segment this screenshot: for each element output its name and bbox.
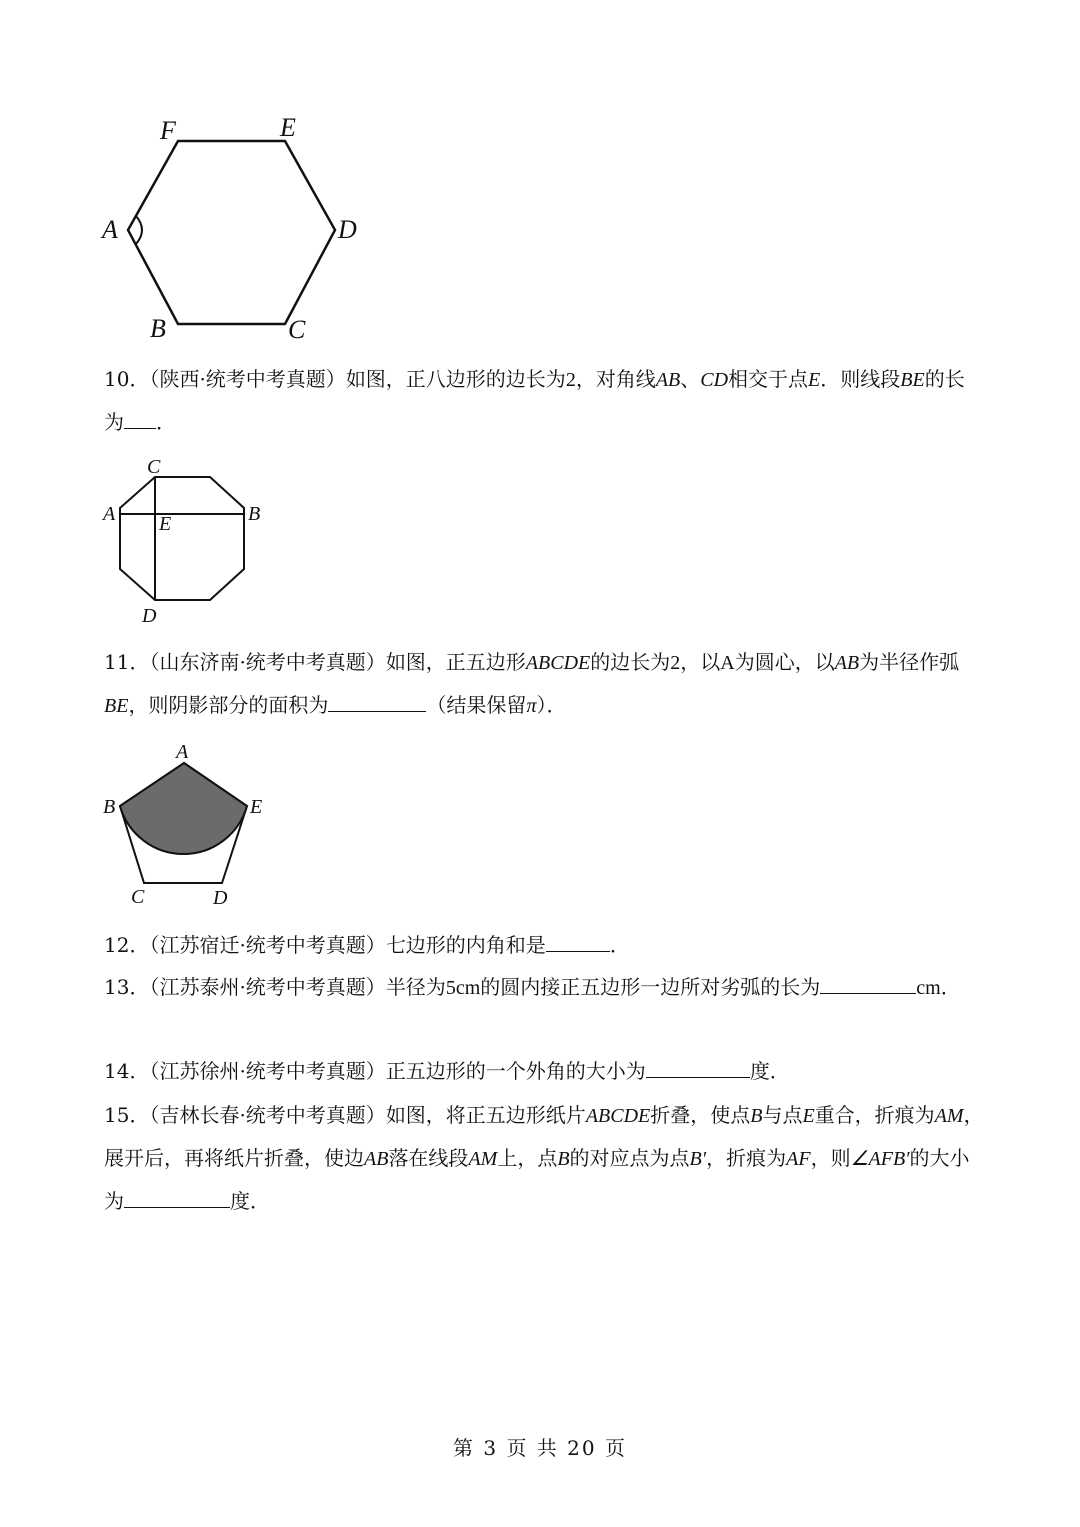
q10-text: 、	[680, 367, 701, 391]
q14-text: 度．	[749, 1059, 790, 1083]
q11-text: （结果保留	[426, 693, 527, 717]
q10-side-length: 2	[565, 369, 576, 391]
q11-text: ，则阴影部分的面积为	[128, 693, 329, 717]
hex-label-e: E	[280, 113, 296, 142]
question-15	[104, 1094, 984, 1222]
q15-math: B′	[689, 1148, 707, 1170]
q11-math: AB	[834, 652, 860, 674]
q15-math: B	[557, 1148, 570, 1170]
q11-center: A	[720, 652, 735, 674]
q11-number: 11．	[104, 650, 150, 674]
q15-math: AF	[786, 1148, 811, 1170]
q10-answer-blank[interactable]	[124, 408, 156, 429]
q15-text: ，展开后，再将纸片折叠，使边	[104, 1103, 984, 1170]
hex-label-d: D	[338, 215, 357, 244]
oct-label-e: E	[159, 513, 172, 535]
q15-math: B	[750, 1105, 763, 1127]
q15-text: 的大小为	[104, 1146, 970, 1213]
q10-text: ．	[156, 410, 176, 434]
q15-math: AB	[364, 1148, 389, 1170]
q15-text: 的对应点为点	[569, 1146, 690, 1170]
q12-text: ．	[609, 933, 630, 957]
q11-text: 的边长为	[590, 650, 671, 674]
pent-label-a: A	[176, 741, 189, 763]
hexagon-figure	[100, 110, 380, 350]
hex-label-a: A	[102, 215, 118, 244]
hex-label-f: F	[160, 116, 176, 145]
q10-math: CD	[700, 369, 729, 391]
oct-label-a: A	[103, 503, 116, 525]
octagon-figure	[100, 452, 270, 630]
hex-label-b: B	[150, 314, 166, 343]
q14-source: （江苏徐州·统考中考真题）	[149, 1059, 386, 1083]
q15-text: ，折痕为	[706, 1146, 787, 1170]
q14-text: 正五边形的一个外角的大小为	[385, 1059, 646, 1083]
q13-text: 的圆内接正五边形一边所对劣弧的长为	[480, 975, 821, 999]
oct-label-b: B	[248, 503, 261, 525]
q10-number: 10．	[104, 367, 150, 391]
q15-text: 度．	[230, 1189, 270, 1213]
q15-text: 折叠，使点	[650, 1103, 751, 1127]
q15-source: （吉林长春·统考中考真题）	[149, 1103, 386, 1127]
q15-text: 与点	[762, 1103, 803, 1127]
q11-text: 为半径作弧	[859, 650, 960, 674]
q11-source: （山东济南·统考中考真题）	[149, 650, 386, 674]
oct-label-d: D	[142, 605, 157, 627]
q11-math: ABCDE	[525, 652, 591, 674]
q15-answer-blank[interactable]	[124, 1187, 230, 1208]
q10-text: ，对角线	[575, 367, 656, 391]
q13-radius: 5cm	[445, 977, 481, 999]
q15-math: ∠AFB′	[850, 1148, 910, 1170]
q13-unit: cm	[916, 977, 941, 999]
q12-number: 12．	[104, 933, 150, 957]
q11-text: 为圆心，以	[734, 650, 835, 674]
question-13	[104, 966, 984, 1009]
q12-source: （江苏宿迁·统考中考真题）	[149, 933, 386, 957]
q15-text: 上，点	[497, 1146, 558, 1170]
q15-text: ，则	[810, 1146, 851, 1170]
q13-text: ．	[940, 975, 961, 999]
pent-label-c: C	[131, 886, 145, 908]
pent-label-b: B	[103, 796, 116, 818]
q12-text: 七边形的内角和是	[385, 933, 546, 957]
q11-answer-blank[interactable]	[328, 691, 426, 712]
q10-text: 相交于点	[728, 367, 809, 391]
hex-label-c: C	[288, 315, 306, 344]
q15-math: AM	[934, 1105, 964, 1127]
oct-label-c: C	[147, 456, 161, 478]
pent-label-e: E	[250, 796, 263, 818]
hexagon-shape	[128, 141, 335, 324]
q10-math: E	[808, 369, 821, 391]
q10-text: 的长为	[104, 367, 965, 434]
q10-source: （陕西·统考中考真题）	[149, 367, 346, 391]
q11-text: ）．	[536, 693, 567, 717]
q10-math: AB	[655, 369, 681, 391]
question-12	[104, 924, 984, 966]
q15-number: 15．	[104, 1103, 150, 1127]
q13-number: 13．	[104, 975, 150, 999]
q10-text: ．则线段	[820, 367, 901, 391]
question-14	[104, 1050, 984, 1092]
q13-source: （江苏泰州·统考中考真题）	[149, 975, 386, 999]
q10-math: BE	[900, 369, 925, 391]
q14-answer-blank[interactable]	[646, 1057, 750, 1078]
q11-math: BE	[104, 695, 129, 717]
q15-text: 落在线段	[388, 1146, 469, 1170]
q11-text: 如图，正五边形	[385, 650, 526, 674]
octagon-shape	[120, 477, 244, 600]
q13-text: 半径为	[385, 975, 446, 999]
shaded-sector	[120, 763, 247, 854]
q15-text: 如图，将正五边形纸片	[385, 1103, 586, 1127]
q11-math: π	[526, 695, 537, 717]
q10-text: 如图，正八边形的边长为	[345, 367, 566, 391]
angle-arc-at-a	[136, 216, 142, 244]
q14-number: 14．	[104, 1059, 150, 1083]
q15-text: 重合，折痕为	[814, 1103, 935, 1127]
q15-math: AM	[468, 1148, 498, 1170]
q15-math: ABCDE	[585, 1105, 651, 1127]
q11-text: ，以	[680, 650, 721, 674]
question-10	[104, 358, 984, 443]
q15-math: E	[802, 1105, 815, 1127]
page-footer: 第 3 页 共 20 页	[453, 1436, 627, 1460]
q12-answer-blank[interactable]	[546, 931, 610, 952]
q11-side-length: 2	[670, 652, 681, 674]
question-11	[104, 641, 984, 727]
pentagon-figure	[100, 736, 280, 912]
pent-label-d: D	[213, 887, 228, 909]
q13-answer-blank[interactable]	[820, 973, 916, 994]
